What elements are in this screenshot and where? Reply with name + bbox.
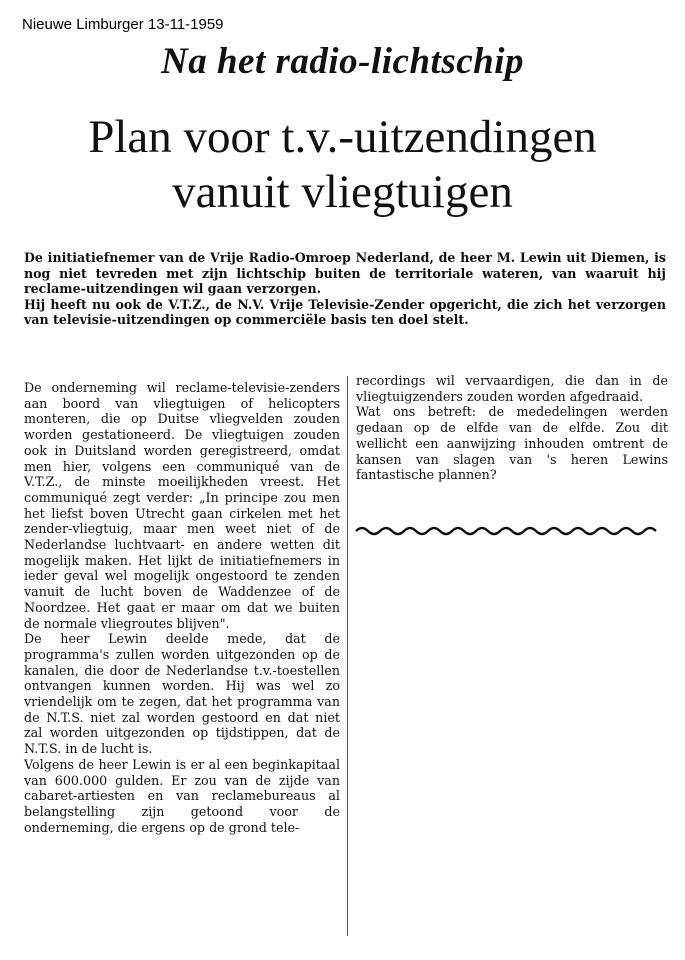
body-paragraph: De heer Lewin deelde mede, dat de programma's zullen worden uitgezonden op de kanalen, die door de Nederlandse t.v.-toestellen ontvangen kunnen worden. Hij was wel zo vriendelijk om te zegen, dat het programma van de N.T.S. niet zal worden gestoord en dat niet zal worden uitgezonden op tijdstippen, dat de N.T.S. in de lucht is. — [24, 631, 340, 757]
body-paragraph: Wat ons betreft: de mededelingen werden gedaan op de elfde van de elfde. Zou dit wellicht een aanwijzing inhouden omtrent de kansen van slagen van 's heren Lewins fantastische plannen? — [356, 404, 668, 483]
lead-paragraphs — [24, 250, 666, 328]
end-of-article-wavy-rule — [354, 524, 666, 538]
article-column-left — [24, 380, 340, 835]
headline — [0, 110, 685, 221]
kicker-heading: Na het radio-lichtschip — [160, 41, 525, 82]
body-paragraph: Volgens de heer Lewin is er al een beginkapitaal van 600.000 gulden. Er zou van de zijde van cabaret-artiesten en van reclamebureaus al belangstelling zijn getoond voor de onderneming, die ergens op de grond tele- — [24, 756, 340, 835]
body-paragraph: De onderneming wil reclame-televisie-zenders aan boord van vliegtuigen of helicopters monteren, die op Duitse vliegvelden zouden worden gestationeerd. De vliegtuigen zouden ook in Duitsland worden geregistreerd, omdat men hier, volgens een communiqué van de V.T.Z., de minste moeilijkheden vreest. Het communiqué zegt verder: „In principe zou men het liefst boven Utrecht gaan cirkelen met het zender-vliegtuig, maar men weet niet of de Nederlandse luchtvaart- en andere wetten dit mogelijk maken. Het lijkt de initiatiefnemers in ieder geval wel mogelijk ongestoord te zenden vanuit de lucht boven de Waddenzee of de Noordzee. Het gaat er maar om dat we buiten de normale vliegroutes blijven". — [24, 380, 340, 631]
body-paragraph: recordings wil vervaardigen, die dan in de vliegtuigzenders zouden worden afgedraaid. — [356, 373, 668, 404]
source-caption: Nieuwe Limburger 13-11-1959 — [22, 16, 224, 33]
lead-paragraph: Hij heeft nu ook de V.T.Z., de N.V. Vrije Televisie-Zender opgericht, die zich het verzorgen van televisie-uitzendingen op commerciële basis ten doel stelt. — [24, 296, 666, 327]
lead-paragraph: De initiatiefnemer van de Vrije Radio-Omroep Nederland, de heer M. Lewin uit Diemen, is nog niet tevreden met zijn lichtschip buiten de territoriale wateren, van waaruit hij reclame-uitzendingen wil gaan verzorgen. — [24, 250, 666, 296]
headline-line-1: Plan voor t.v.-uitzendingen — [88, 111, 597, 163]
headline-line-2: vanuit vliegtuigen — [172, 166, 513, 219]
article-column-right — [356, 373, 668, 483]
column-divider — [347, 376, 348, 936]
